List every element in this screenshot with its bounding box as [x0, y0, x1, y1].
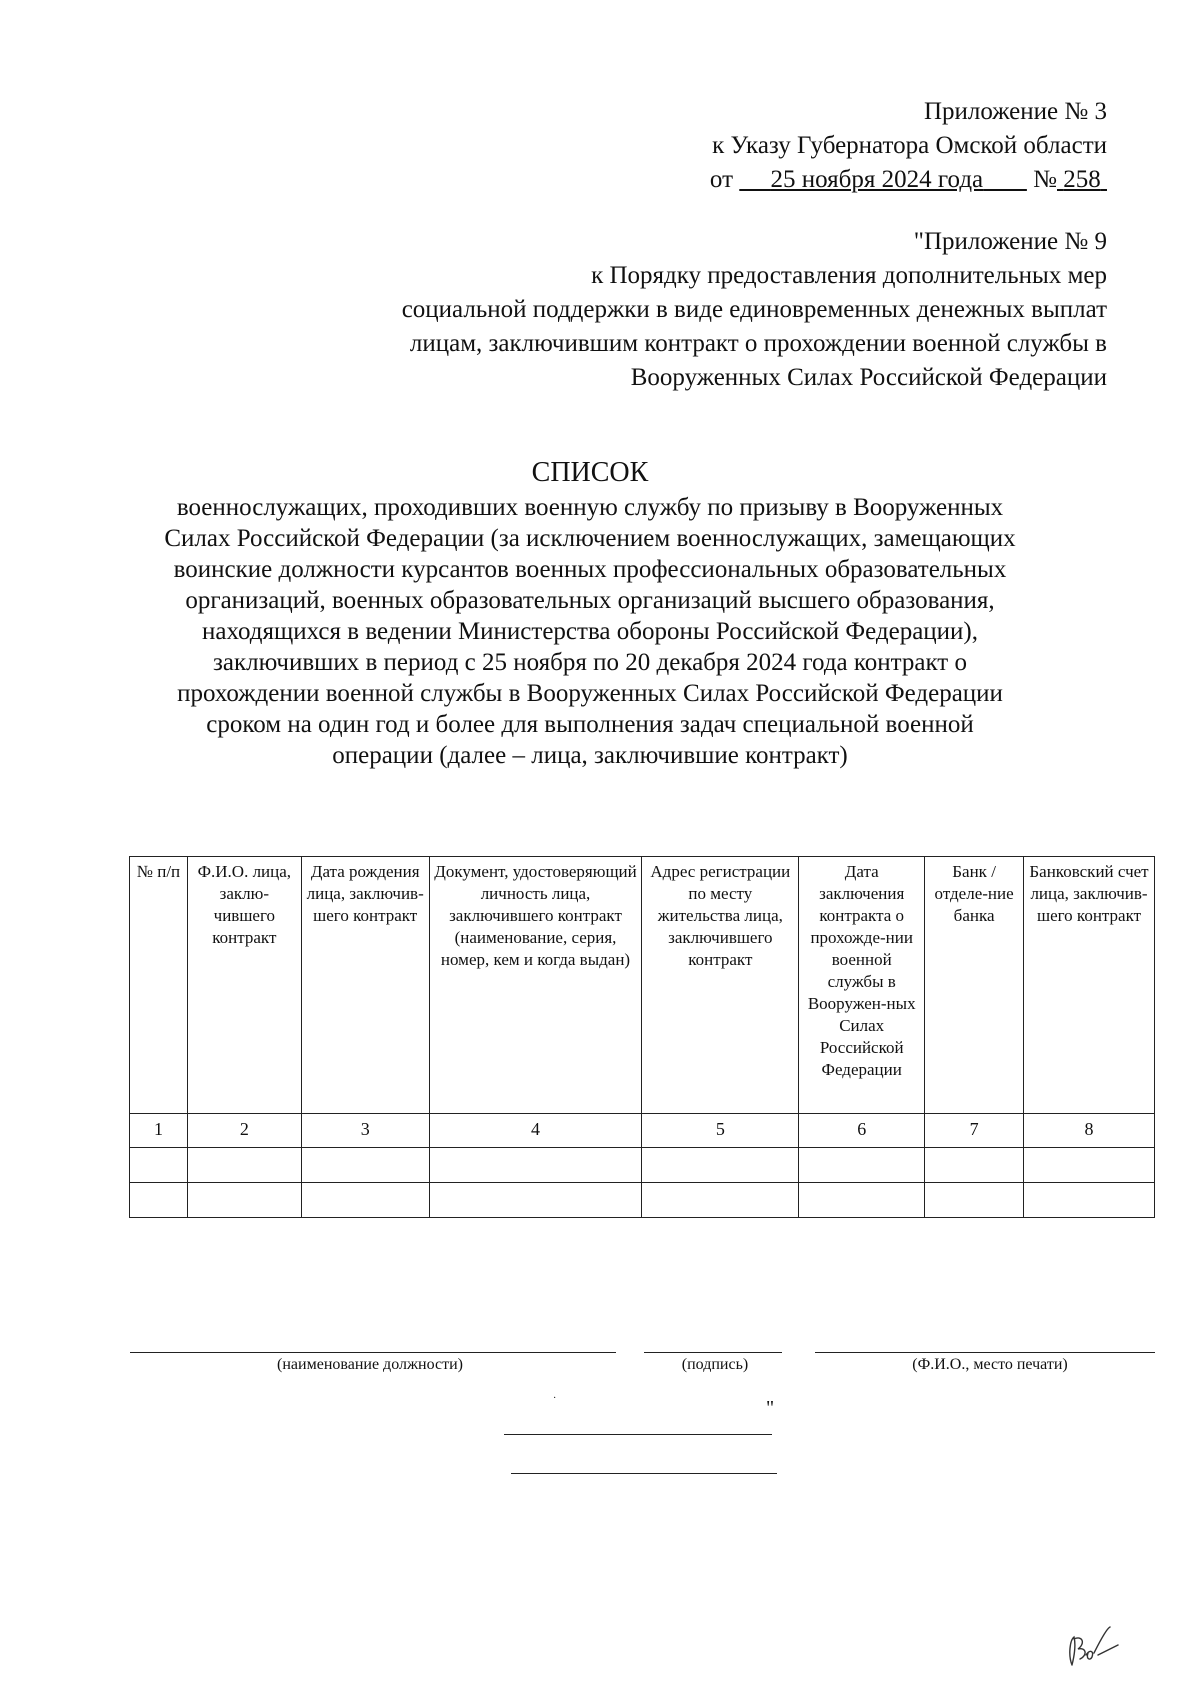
column-header: Документ, удостоверяющий личность лица, заключившего контракт (наименование, серия, номер, кем и когда выдан) [429, 857, 642, 1114]
annex-number: 258 [1063, 166, 1101, 193]
closing-line-2 [511, 1473, 777, 1474]
column-number: 7 [925, 1114, 1024, 1148]
column-number: 3 [301, 1114, 429, 1148]
table-cell [429, 1183, 642, 1218]
document-title: СПИСОК [531, 457, 649, 488]
table-cell [301, 1148, 429, 1183]
table-cell [1024, 1148, 1155, 1183]
column-header: Банк / отделе-ние банка [925, 857, 1024, 1114]
table-cell [642, 1183, 799, 1218]
table-cell [429, 1148, 642, 1183]
table-row [130, 1148, 1155, 1183]
inner-annex-line: Вооруженных Силах Российской Федерации [630, 364, 1107, 391]
column-number: 2 [187, 1114, 301, 1148]
column-number: 1 [130, 1114, 188, 1148]
from-label: от [709, 166, 734, 193]
table-cell [130, 1183, 188, 1218]
table-header-row [130, 857, 1155, 1114]
column-header: Адрес регистрации по месту жительства лица, заключившего контракт [642, 857, 799, 1114]
table-cell [642, 1148, 799, 1183]
handwritten-initials [1060, 1615, 1130, 1675]
column-number: 4 [429, 1114, 642, 1148]
document-subtitle: военнослужащих, проходивших военную службу по призыву в Вооруженных Силах Российской Федерации (за исключением военнослужащих, замещающих воинские должности курсантов военных профессиональных образовательных организаций, военных образовательных организаций высшего образования, находящихся в ведении Министерства обороны Российской Федерации), заключивших в период с 25 ноября по 20 декабря 2024 года контракт о прохождении военной службы в Вооруженных Силах Российской Федерации сроком на один год и более для выполнения задач специальной военной операции (далее – лица, заключившие контракт) [164, 494, 1016, 769]
annex-date-line [710, 163, 1107, 197]
scan-dot: · [553, 1393, 557, 1404]
table-cell [799, 1148, 925, 1183]
table-cell [1024, 1183, 1155, 1218]
inner-annex-line: лицам, заключившим контракт о прохождении военной службы в [409, 330, 1107, 357]
column-number-row [130, 1114, 1155, 1148]
position-signature-line [130, 1352, 616, 1353]
annex-date: 25 ноября 2024 года [770, 166, 984, 193]
closing-quote: " [766, 1397, 775, 1419]
column-header: Банковский счет лица, заключив-шего контракт [1024, 857, 1155, 1114]
closing-line-1 [504, 1434, 772, 1435]
annex-decree: к Указу Губернатора Омской области [712, 132, 1107, 159]
column-header: № п/п [130, 857, 188, 1114]
signature-line [644, 1352, 782, 1353]
column-header: Ф.И.О. лица, заклю-чившего контракт [187, 857, 301, 1114]
column-header: Дата рождения лица, заключив-шего контракт [301, 857, 429, 1114]
table-row [130, 1183, 1155, 1218]
column-header: Дата заключения контракта о прохожде-нии военной службы в Вооружен-ных Силах Российской Федерации [799, 857, 925, 1114]
name-caption: (Ф.И.О., место печати) [912, 1356, 1068, 1373]
name-signature-line [815, 1352, 1155, 1353]
recipients-table [129, 856, 1155, 1218]
inner-annex-line: к Порядку предоставления дополнительных мер [591, 262, 1107, 289]
column-number: 6 [799, 1114, 925, 1148]
table-cell [187, 1148, 301, 1183]
table-cell [130, 1148, 188, 1183]
annex-header [710, 95, 1107, 197]
signature-caption: (подпись) [681, 1356, 749, 1373]
table-cell [187, 1183, 301, 1218]
number-label: № [1033, 166, 1057, 193]
inner-annex-header [402, 225, 1107, 395]
table-cell [301, 1183, 429, 1218]
position-caption: (наименование должности) [277, 1356, 463, 1373]
column-number: 8 [1024, 1114, 1155, 1148]
annex-title: Приложение № 3 [923, 98, 1107, 125]
inner-annex-line: социальной поддержки в виде единовременных денежных выплат [401, 296, 1107, 323]
inner-annex-title: "Приложение № 9 [913, 228, 1107, 255]
table-cell [799, 1183, 925, 1218]
table-cell [925, 1148, 1024, 1183]
table-cell [925, 1183, 1024, 1218]
column-number: 5 [642, 1114, 799, 1148]
